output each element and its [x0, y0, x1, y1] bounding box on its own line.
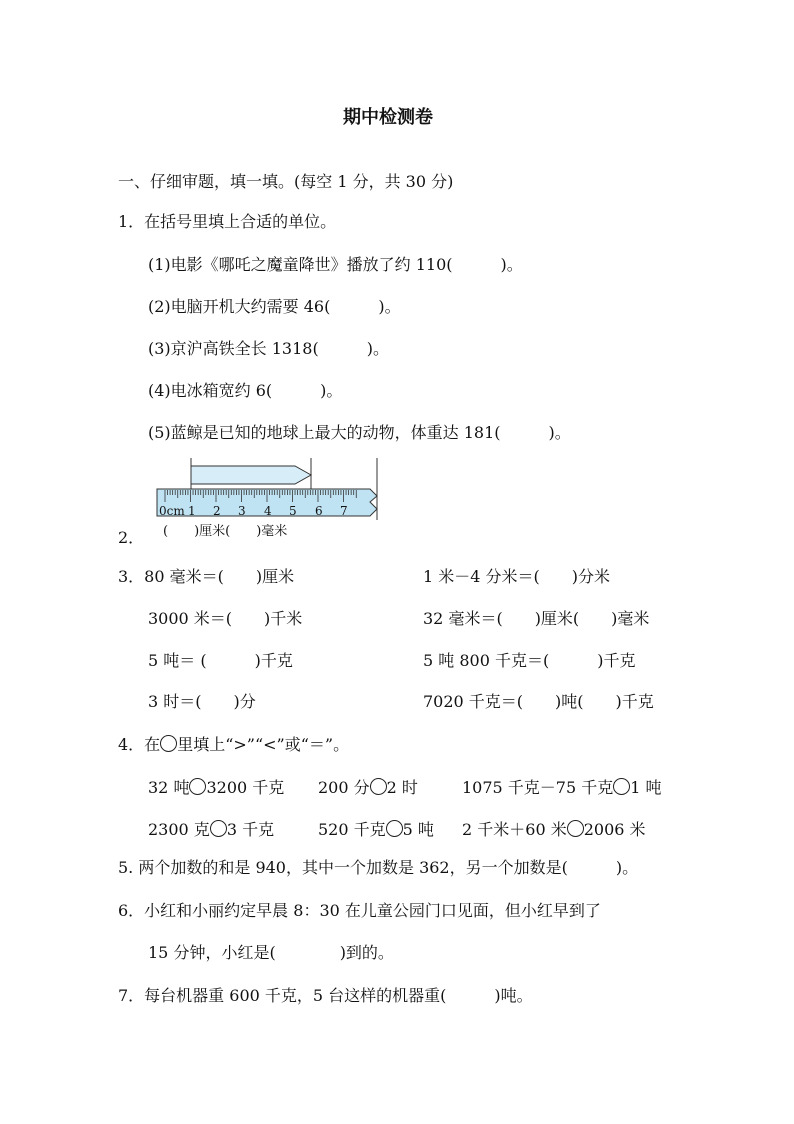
question-3-right: 7020 千克＝( )吨( )千克	[423, 692, 654, 711]
question-2-number: 2．	[118, 528, 145, 547]
question-1-stem: 1．在括号里填上合适的单位。	[118, 212, 337, 231]
question-3-left: 3000 米＝( )千米	[148, 609, 303, 628]
ruler-label: 1	[188, 504, 196, 518]
question-3-right: 32 毫米＝( )厘米( )毫米	[423, 609, 650, 628]
ruler-label: 5	[289, 504, 297, 518]
circle-icon	[160, 735, 177, 752]
compare-item	[462, 820, 646, 840]
question-1-item: (1)电影《哪吒之魔童降世》播放了约 110( )。	[148, 255, 523, 274]
compare-left: 520 千克	[318, 820, 386, 839]
question-4-stem-b: 里填上“>”“<”或“＝”。	[177, 735, 350, 754]
compare-item	[462, 778, 662, 798]
question-1-item: (5)蓝鲸是已知的地球上最大的动物，体重达 181( )。	[148, 423, 571, 442]
circle-icon	[370, 778, 387, 795]
compare-right: 2006 米	[583, 820, 646, 839]
compare-left: 200 分	[318, 778, 370, 797]
compare-item	[318, 778, 418, 798]
circle-icon	[386, 820, 403, 837]
section-heading: 一、仔细审题，填一填。(每空 1 分，共 30 分)	[118, 172, 454, 191]
compare-item	[148, 820, 274, 840]
question-6-line1: 6．小红和小丽约定早晨 8：30 在儿童公园门口见面，但小红早到了	[118, 901, 601, 920]
question-3-left: 3．80 毫米＝( )厘米	[118, 567, 295, 586]
ruler-label: 4	[264, 504, 272, 518]
compare-right: 3200 千克	[206, 778, 285, 797]
question-7: 7．每台机器重 600 千克，5 台这样的机器重( )吨。	[118, 986, 533, 1005]
compare-left: 1075 千克－75 千克	[462, 778, 614, 797]
question-6-line2: 15 分钟，小红是( )到的。	[148, 943, 394, 962]
compare-left: 2 千米＋60 米	[462, 820, 567, 839]
question-4-stem	[118, 735, 349, 755]
question-2-answer: ( )厘米( )毫米	[163, 524, 288, 539]
ruler-label: 3	[238, 504, 246, 518]
question-1-item: (4)电冰箱宽约 6( )。	[148, 381, 343, 400]
question-3-left: 3 时＝( )分	[148, 692, 256, 711]
compare-right: 5 吨	[402, 820, 434, 839]
ruler-label: 6	[315, 504, 323, 518]
compare-left: 32 吨	[148, 778, 190, 797]
circle-icon	[613, 778, 630, 795]
ruler-label: 2	[213, 504, 221, 518]
compare-item	[148, 778, 284, 798]
circle-icon	[210, 820, 227, 837]
question-3-right: 5 吨 800 千克＝( )千克	[423, 651, 636, 670]
compare-item	[318, 820, 434, 840]
compare-right: 1 吨	[630, 778, 662, 797]
pencil-shape	[191, 466, 311, 484]
ruler-label: 7	[340, 504, 348, 518]
question-1-item: (2)电脑开机大约需要 46( )。	[148, 297, 401, 316]
question-5: 5. 两个加数的和是 940，其中一个加数是 362，另一个加数是( )。	[118, 858, 639, 877]
ruler-figure	[155, 458, 395, 542]
circle-icon	[189, 778, 206, 795]
question-4-stem-a: 4．在	[118, 735, 161, 754]
question-3-right: 1 米－4 分米＝( )分米	[423, 567, 611, 586]
circle-icon	[567, 820, 584, 837]
compare-left: 2300 克	[148, 820, 210, 839]
page-title: 期中检测卷	[343, 107, 433, 128]
question-3-left: 5 吨＝ ( )千克	[148, 651, 293, 670]
compare-right: 3 千克	[226, 820, 275, 839]
question-1-item: (3)京沪高铁全长 1318( )。	[148, 339, 389, 358]
ruler-label-zero: 0cm	[159, 504, 185, 518]
compare-right: 2 时	[386, 778, 418, 797]
